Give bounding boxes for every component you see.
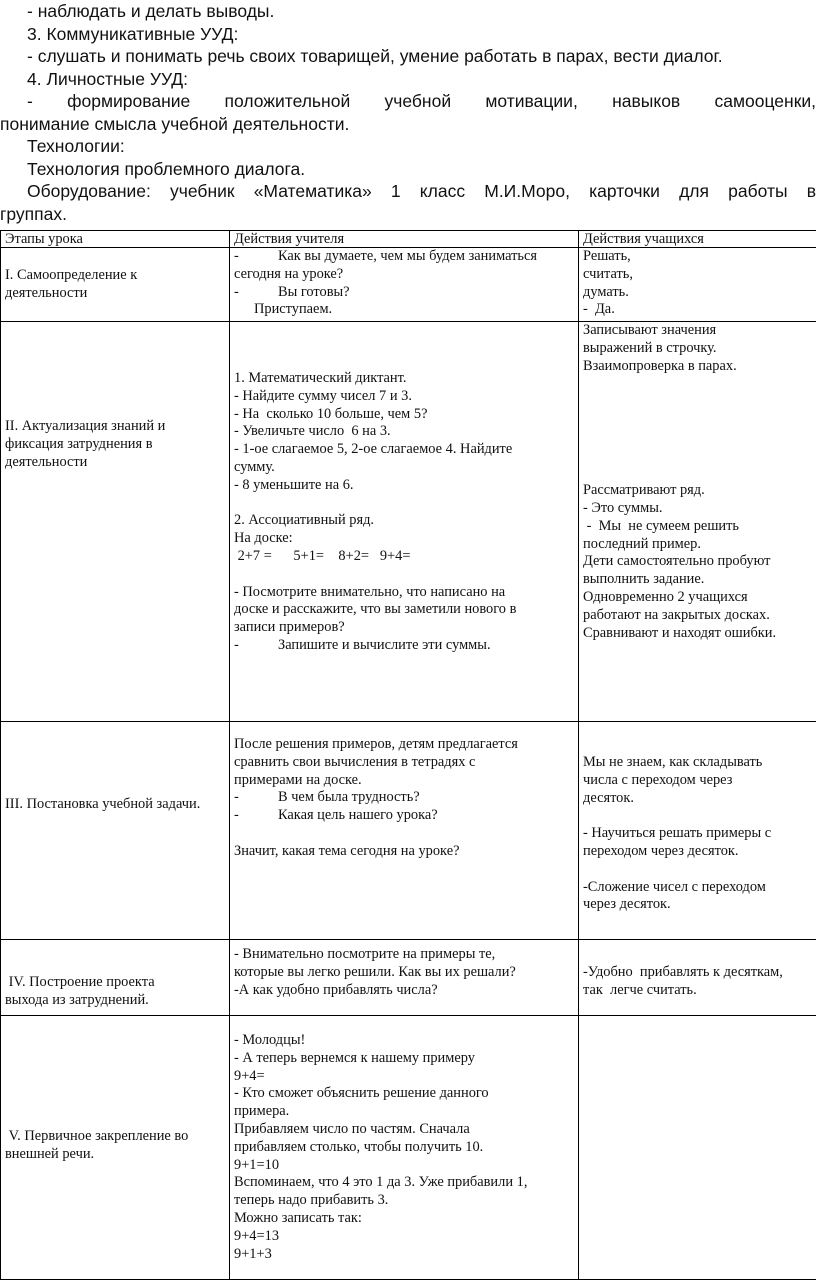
- stage-line: II. Актуализация знаний и: [5, 418, 225, 436]
- teacher-line: - В чем была трудность?: [234, 789, 574, 807]
- teacher-line: которые вы легко решили. Как вы их решали?: [234, 964, 574, 982]
- stage-line: V. Первичное закрепление во: [5, 1128, 225, 1146]
- students-line: Одновременно 2 учащихся: [583, 589, 812, 607]
- stage-cell: [1, 248, 230, 322]
- teacher-line: - 1-ое слагаемое 5, 2-ое слагаемое 4. Найдите: [234, 441, 574, 459]
- table-row: [1, 322, 816, 722]
- teacher-line: 9+1=10: [234, 1157, 574, 1175]
- teacher-line: - Кто сможет объяснить решение данного: [234, 1085, 574, 1103]
- students-line: десяток.: [583, 790, 812, 808]
- teacher-line: сумму.: [234, 459, 574, 477]
- stage-line: фиксация затруднения в: [5, 436, 225, 454]
- students-line: через десяток.: [583, 896, 812, 914]
- stage-cell: [1, 940, 230, 1016]
- table-row: [1, 940, 816, 1016]
- teacher-cell: [230, 940, 579, 1016]
- intro-line: - слушать и понимать речь своих товарищей, умение работать в парах, вести диалог.: [0, 45, 816, 68]
- students-line: - Научиться решать примеры с: [583, 825, 812, 843]
- teacher-line: 9+1+3: [234, 1246, 574, 1264]
- stage-line: внешней речи.: [5, 1146, 225, 1164]
- students-line: -Сложение чисел с переходом: [583, 879, 812, 897]
- students-line: - Да.: [583, 301, 812, 319]
- students-line: переходом через десяток.: [583, 843, 812, 861]
- intro-line: Технологии:: [0, 135, 816, 158]
- intro-line: 4. Личностные УУД:: [0, 68, 816, 91]
- intro-text: [0, 0, 816, 225]
- intro-line: понимание смысла учебной деятельности.: [0, 113, 816, 136]
- students-line: Решать,: [583, 248, 812, 266]
- students-line: Сравнивают и находят ошибки.: [583, 625, 812, 643]
- teacher-line: 9+4=: [234, 1068, 574, 1086]
- teacher-line: Прибавляем число по частям. Сначала: [234, 1121, 574, 1139]
- teacher-line: 9+4=13: [234, 1228, 574, 1246]
- stage-line: I. Самоопределение к: [5, 267, 225, 285]
- intro-line: 3. Коммуникативные УУД:: [0, 23, 816, 46]
- header-cell: Действия учителя: [230, 231, 579, 248]
- teacher-line: - Увеличьте число 6 на 3.: [234, 423, 574, 441]
- teacher-line: сравнить свои вычисления в тетрадях с: [234, 754, 574, 772]
- intro-line: группах.: [0, 203, 816, 226]
- students-line: так легче считать.: [583, 982, 812, 1000]
- stage-cell: [1, 722, 230, 940]
- students-line: Мы не знаем, как складывать: [583, 754, 812, 772]
- stage-line: выхода из затруднений.: [5, 992, 225, 1010]
- intro-line: Технология проблемного диалога.: [0, 158, 816, 181]
- students-cell: [579, 722, 816, 940]
- teacher-line: примерами на доске.: [234, 772, 574, 790]
- table-row: [1, 1016, 816, 1280]
- students-cell: [579, 1016, 816, 1280]
- students-line: считать,: [583, 266, 812, 284]
- header-cell: Действия учащихся: [579, 231, 816, 248]
- teacher-line: сегодня на уроке?: [234, 266, 574, 284]
- students-line: - Это суммы.: [583, 500, 812, 518]
- students-line: выполнить задание.: [583, 571, 812, 589]
- students-line: думать.: [583, 284, 812, 302]
- students-line: Записывают значения: [583, 322, 812, 340]
- students-line: -Удобно прибавлять к десяткам,: [583, 964, 812, 982]
- teacher-line: На доске:: [234, 530, 574, 548]
- blank-line: [234, 495, 574, 513]
- intro-line: Оборудование: учебник «Математика» 1 класс М.И.Моро, карточки для работы в: [0, 180, 816, 203]
- teacher-line: записи примеров?: [234, 619, 574, 637]
- teacher-line: - Вы готовы?: [234, 284, 574, 302]
- teacher-line: 1. Математический диктант.: [234, 370, 574, 388]
- stage-line: IV. Построение проекта: [5, 974, 225, 992]
- teacher-line: - На сколько 10 больше, чем 5?: [234, 406, 574, 424]
- teacher-cell: [230, 322, 579, 722]
- teacher-line: Приступаем.: [234, 301, 574, 319]
- students-line: Взаимопроверка в парах.: [583, 358, 812, 376]
- students-line: выражений в строчку.: [583, 340, 812, 358]
- students-line: последний пример.: [583, 536, 812, 554]
- teacher-line: 2. Ассоциативный ряд.: [234, 512, 574, 530]
- students-cell: [579, 248, 816, 322]
- teacher-line: - А теперь вернемся к нашему примеру: [234, 1050, 574, 1068]
- table-row: [1, 248, 816, 322]
- table-row: [1, 722, 816, 940]
- stage-cell: [1, 1016, 230, 1280]
- stage-cell: [1, 322, 230, 722]
- students-line: Рассматривают ряд.: [583, 482, 812, 500]
- teacher-line: - 8 уменьшите на 6.: [234, 477, 574, 495]
- intro-line: - формирование положительной учебной мотивации, навыков самооценки,: [0, 90, 816, 113]
- teacher-cell: [230, 722, 579, 940]
- lesson-table: [0, 230, 816, 1280]
- teacher-line: теперь надо прибавить 3.: [234, 1192, 574, 1210]
- teacher-line: - Найдите сумму чисел 7 и 3.: [234, 388, 574, 406]
- header-cell: Этапы урока: [1, 231, 230, 248]
- teacher-line: - Запишите и вычислите эти суммы.: [234, 637, 574, 655]
- teacher-cell: [230, 248, 579, 322]
- teacher-line: Можно записать так:: [234, 1210, 574, 1228]
- students-line: работают на закрытых досках.: [583, 607, 812, 625]
- teacher-line: доске и расскажите, что вы заметили нового в: [234, 601, 574, 619]
- teacher-line: примера.: [234, 1103, 574, 1121]
- students-cell: [579, 940, 816, 1016]
- teacher-line: - Какая цель нашего урока?: [234, 807, 574, 825]
- teacher-line: Значит, какая тема сегодня на уроке?: [234, 843, 574, 861]
- teacher-line: - Молодцы!: [234, 1032, 574, 1050]
- teacher-line: -А как удобно прибавлять числа?: [234, 982, 574, 1000]
- teacher-cell: [230, 1016, 579, 1280]
- stage-line: деятельности: [5, 454, 225, 472]
- stage-line: деятельности: [5, 285, 225, 303]
- teacher-line: 2+7 = 5+1= 8+2= 9+4=: [234, 548, 574, 566]
- teacher-line: - Посмотрите внимательно, что написано на: [234, 584, 574, 602]
- teacher-line: Вспоминаем, что 4 это 1 да 3. Уже прибавили 1,: [234, 1174, 574, 1192]
- blank-line: [234, 825, 574, 843]
- teacher-line: После решения примеров, детям предлагается: [234, 736, 574, 754]
- intro-line: - наблюдать и делать выводы.: [0, 0, 816, 23]
- blank-line: [234, 566, 574, 584]
- stage-line: III. Постановка учебной задачи.: [5, 796, 225, 814]
- teacher-line: прибавляем столько, чтобы получить 10.: [234, 1139, 574, 1157]
- teacher-line: - Внимательно посмотрите на примеры те,: [234, 946, 574, 964]
- students-line: Дети самостоятельно пробуют: [583, 553, 812, 571]
- table-header-row: [1, 231, 816, 248]
- students-cell: [579, 322, 816, 722]
- teacher-line: - Как вы думаете, чем мы будем заниматься: [234, 248, 574, 266]
- students-line: числа с переходом через: [583, 772, 812, 790]
- students-line: - Мы не сумеем решить: [583, 518, 812, 536]
